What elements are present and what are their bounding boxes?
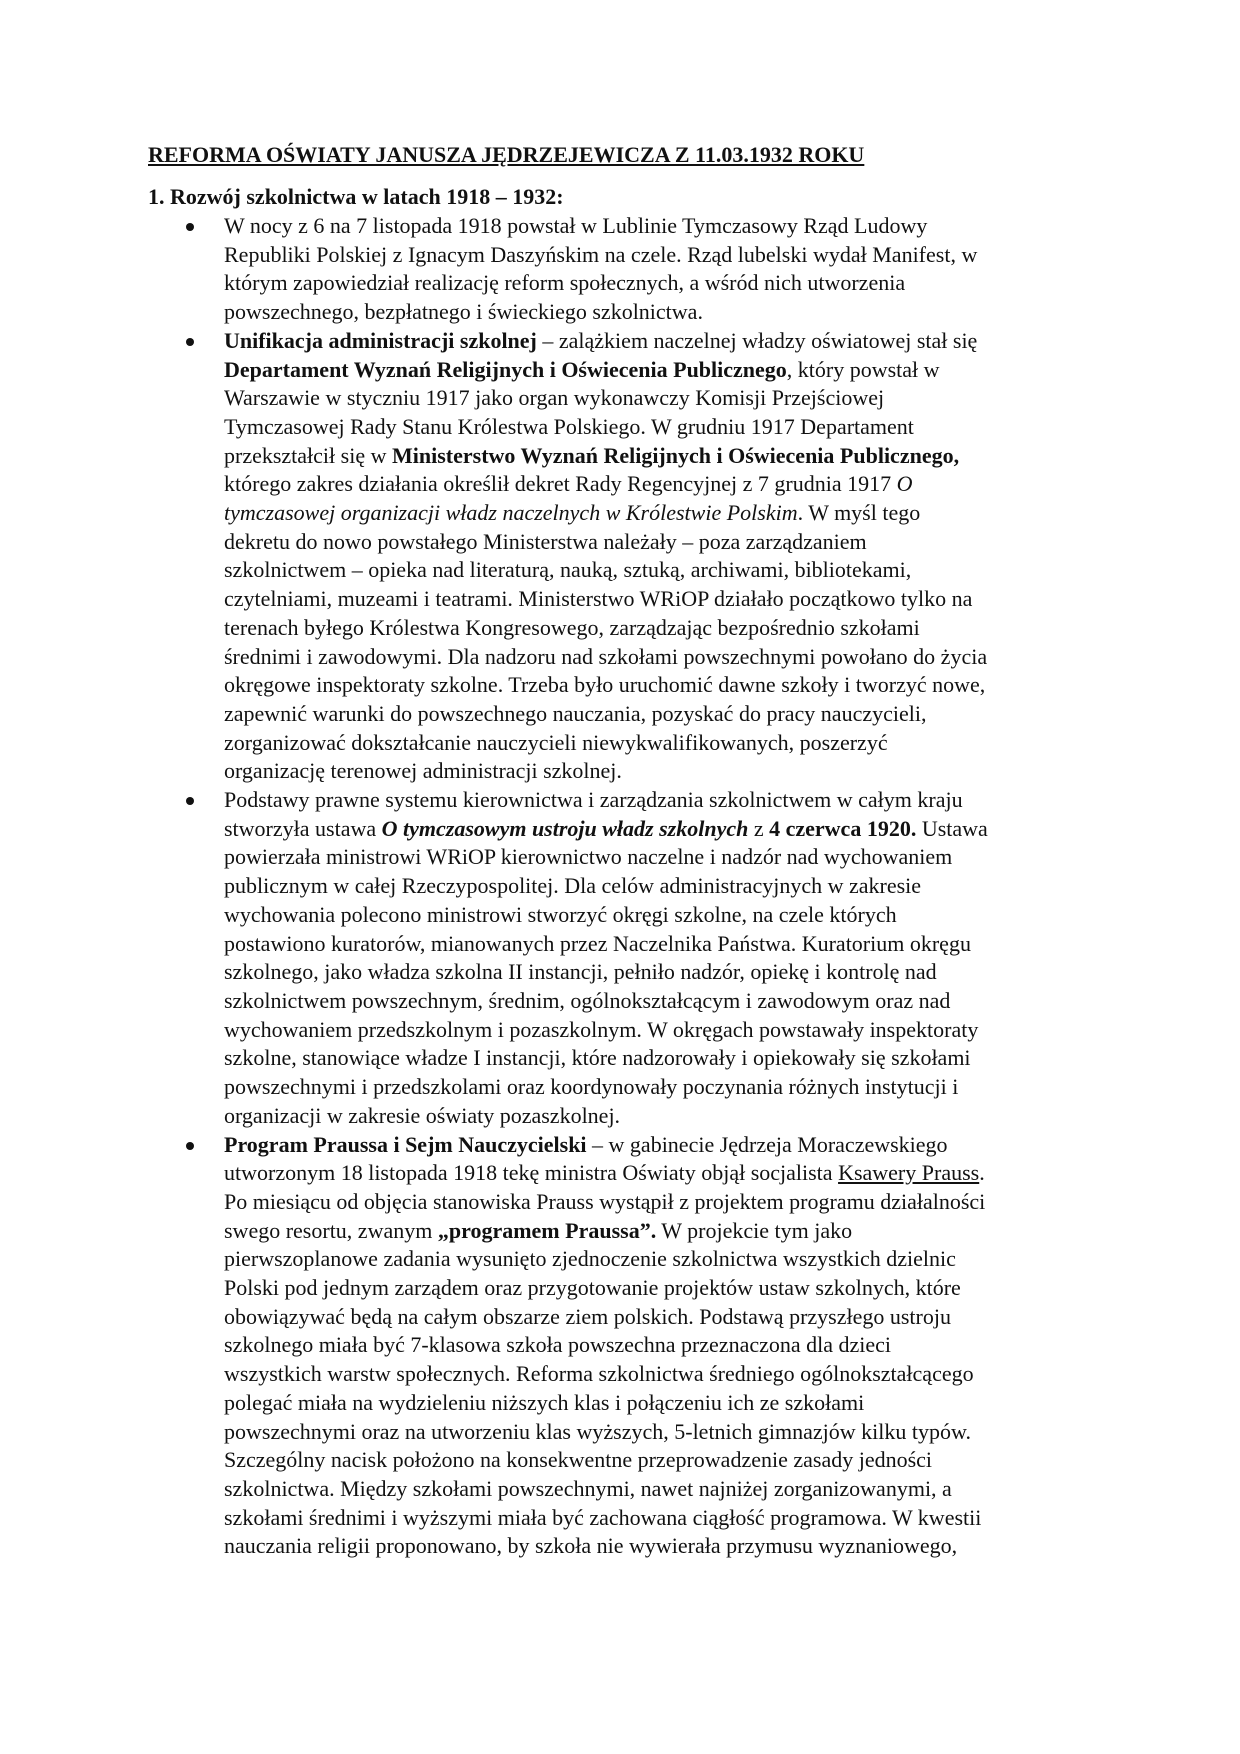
text-run: zorganizować dokształcanie nauczycieli niewykwalifikowanych, poszerzyć [224,729,888,755]
text-line [224,585,1098,614]
text-run: Podstawy prawne systemu kierownictwa i zarządzania szkolnictwem w całym kraju [224,787,963,813]
text-run: szkolne, stanowiące władze I instancji, które nadzorowały i opiekowały się szkołami [224,1045,971,1071]
text-run: polegać miała na wydzieleniu niższych klas i połączeniu ich ze szkołami [224,1389,865,1415]
text-line [224,212,1098,241]
text-run: dekretu do nowo powstałego Ministerstwa należały – poza zarządzaniem [224,528,867,554]
document-title: REFORMA OŚWIATY JANUSZA JĘDRZEJEWICZA Z 11.03.1932 ROKU [148,142,865,167]
text-run: zapewnić warunki do powszechnego nauczania, pozyskać do pracy nauczycieli, [224,700,927,726]
text-run: . [979,1160,985,1186]
text-line [224,1016,1098,1045]
text-run: wychowania polecono ministrowi stworzyć okręgi szkolne, na czele których [224,901,897,927]
text-line [224,1188,1098,1217]
text-run: obowiązywać będą na całym obszarze ziem polskich. Podstawą przyszłego ustroju [224,1303,951,1329]
text-line [224,729,1098,758]
bullet-dot-icon [186,223,194,231]
text-line [224,930,1098,959]
text-run: O tymczasowym ustroju władz szkolnych [381,815,749,841]
document-page [148,140,1098,1561]
text-run: swego resortu, zwanym [224,1217,438,1243]
text-line [224,1446,1098,1475]
text-line [224,872,1098,901]
text-line [224,757,1098,786]
text-line [224,356,1098,385]
text-line [224,1504,1098,1533]
text-run: W nocy z 6 na 7 listopada 1918 powstał w Lublinie Tymczasowy Rząd Ludowy [224,213,928,238]
bullet-item [148,786,1098,1130]
text-line [224,786,1098,815]
text-run: Tymczasowej Rady Stanu Królestwa Polskiego. W grudniu 1917 Departament [224,413,914,439]
bullet-list [148,212,1098,1561]
text-run: „programem Praussa”. [437,1217,657,1243]
text-run: średnimi i zawodowymi. Dla nadzoru nad szkołami powszechnymi powołano do życia [224,643,988,669]
text-run: z [748,815,770,841]
text-run: szkolnego miała być 7-klasowa szkoła powszechna przeznaczona dla dzieci [224,1332,892,1358]
text-run: powszechnymi i przedszkolami oraz koordynowały poczynania różnych instytucji i [224,1074,959,1100]
bullet-dot-icon [186,338,194,346]
text-line [224,1044,1098,1073]
text-run: Warszawie w styczniu 1917 jako organ wykonawczy Komisji Przejściowej [224,385,885,411]
text-line [224,1418,1098,1447]
text-run: Polski pod jednym zarządem oraz przygotowanie projektów ustaw szkolnych, które [224,1275,961,1301]
text-line [224,241,1098,270]
text-line [224,643,1098,672]
text-line [224,700,1098,729]
text-line [224,901,1098,930]
text-run: powszechnego, bezpłatnego i świeckiego szkolnictwa. [224,299,703,325]
text-line [224,1274,1098,1303]
text-line [224,1159,1098,1188]
text-run: Ksawery Prauss [838,1160,980,1186]
text-line [224,671,1098,700]
text-run: pierwszoplanowe zadania wysunięto zjednoczenie szkolnictwa wszystkich dzielnic [224,1246,956,1272]
text-line [224,614,1098,643]
text-run: Szczególny nacisk położono na konsekwentne przeprowadzenie zasady jedności [224,1447,933,1473]
text-run: czytelniami, muzeami i teatrami. Ministerstwo WRiOP działało początkowo tylko na [224,586,973,612]
text-run: Po miesiącu od objęcia stanowiska Prauss wystąpił z projektem programu działalności [224,1188,986,1214]
text-run: stworzyła ustawa [224,815,382,841]
text-line [224,499,1098,528]
text-run: wszystkich warstw społecznych. Reforma szkolnictwa średniego ogólnokształcącego [224,1361,974,1387]
text-run: tymczasowej organizacji władz naczelnych w Królestwie Polskim [224,500,798,526]
text-run: Ustawa [916,815,988,841]
bullet-dot-icon [186,797,194,805]
text-run: postawiono kuratorów, mianowanych przez Naczelnika Państwa. Kuratorium okręgu [224,930,971,956]
text-line [224,556,1098,585]
text-run: organizacji w zakresie oświaty pozaszkolnej. [224,1102,621,1128]
text-run: terenach byłego Królestwa Kongresowego, zarządzając bezpośrednio szkołami [224,614,920,640]
text-line [224,1245,1098,1274]
text-run: szkolnictwem – opieka nad literaturą, nauką, sztuką, archiwami, bibliotekami, [224,557,912,583]
text-run: 4 czerwca 1920. [769,815,917,841]
section-heading: 1. Rozwój szkolnictwa w latach 1918 – 1932: [148,184,564,209]
text-run: Program Praussa i Sejm Nauczycielski [224,1131,587,1157]
bullet-item [148,1131,1098,1562]
text-line [224,269,1098,298]
text-line [224,442,1098,471]
text-run: Republiki Polskiej z Ignacym Daszyńskim na czele. Rząd lubelski wydał Manifest, w [224,241,978,267]
text-run: przekształcił się w [224,442,392,468]
text-line [224,1360,1098,1389]
text-run: szkolnictwa. Między szkołami powszechnymi, nawet najniżej zorganizowanymi, a [224,1475,952,1501]
text-line [224,1532,1098,1561]
text-run: powierzała ministrowi WRiOP kierownictwo naczelne i nadzór nad wychowaniem [224,844,953,870]
text-run: W projekcie tym jako [656,1217,853,1243]
text-line [224,1217,1098,1246]
text-run: – w gabinecie Jędrzeja Moraczewskiego [586,1131,948,1157]
text-line [224,843,1098,872]
text-run: organizację terenowej administracji szkolnej. [224,758,622,784]
text-run: publicznym w całej Rzeczypospolitej. Dla celów administracyjnych w zakresie [224,873,922,899]
text-run: – zalążkiem naczelnej władzy oświatowej stał się [536,327,978,353]
text-line [224,1131,1098,1160]
text-line [224,1389,1098,1418]
text-line [224,1073,1098,1102]
text-run: nauczania religii proponowano, by szkoła nie wywierała przymusu wyznaniowego, [224,1533,958,1559]
text-run: szkołami średnimi i wyższymi miała być zachowana ciągłość programowa. W kwestii [224,1504,982,1530]
text-line [224,528,1098,557]
text-line [224,298,1098,327]
text-run: którego zakres działania określił dekret Rady Regencyjnej z 7 grudnia 1917 [224,471,897,497]
text-line [224,470,1098,499]
bullet-item [148,327,1098,786]
text-run: . W myśl tego [797,500,921,526]
text-line [224,958,1098,987]
bullet-item [148,212,1098,327]
text-line [224,384,1098,413]
text-run: , który powstał w [786,356,940,382]
text-run: utworzonym 18 listopada 1918 tekę ministra Oświaty objął socjalista [224,1160,839,1186]
text-run: wychowaniem przedszkolnym i pozaszkolnym. W okręgach powstawały inspektoraty [224,1016,979,1042]
bullet-dot-icon [186,1142,194,1150]
text-line [224,413,1098,442]
text-run: Departament Wyznań Religijnych i Oświecenia Publicznego [224,356,787,382]
text-line [224,987,1098,1016]
text-line [224,327,1098,356]
text-run: O [896,471,913,497]
text-run: którym zapowiedział realizację reform społecznych, a wśród nich utworzenia [224,270,906,296]
text-line [224,815,1098,844]
text-line [224,1331,1098,1360]
text-run: okręgowe inspektoraty szkolne. Trzeba było uruchomić dawne szkoły i tworzyć nowe, [224,672,986,698]
text-run: powszechnymi oraz na utworzeniu klas wyższych, 5-letnich gimnazjów kilku typów. [224,1418,971,1444]
text-line [224,1475,1098,1504]
text-run: szkolnego, jako władza szkolna II instancji, pełniło nadzór, opiekę i kontrolę nad [224,959,937,985]
text-line [224,1303,1098,1332]
text-run: szkolnictwem powszechnym, średnim, ogólnokształcącym i zawodowym oraz nad [224,987,951,1013]
text-run: Ministerstwo Wyznań Religijnych i Oświecenia Publicznego, [392,442,960,468]
text-run: Unifikacja administracji szkolnej [224,327,537,353]
text-line [224,1102,1098,1131]
